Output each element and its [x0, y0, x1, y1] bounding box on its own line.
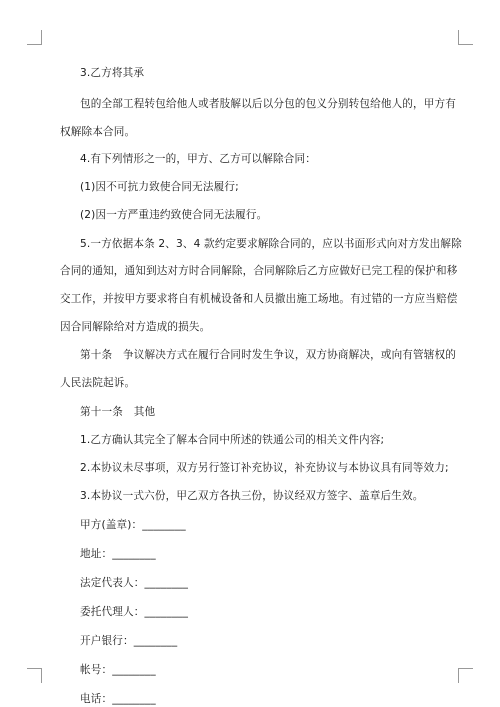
- field-blank: ________: [133, 635, 178, 647]
- paragraph-line: 人民法院起诉。: [60, 377, 136, 389]
- signature-field-bank: [80, 634, 177, 648]
- signature-field-account: [80, 663, 156, 677]
- field-label: 开户银行：: [80, 635, 134, 647]
- signature-field-legal-rep: [80, 576, 188, 590]
- field-blank: ________: [112, 548, 156, 560]
- paragraph-line: (2)因一方严重违约致使合同无法履行。: [80, 209, 268, 221]
- field-blank: ________: [142, 519, 186, 531]
- section-heading: 第十一条 其他: [80, 406, 156, 418]
- crop-mark-top-left: [27, 30, 42, 45]
- paragraph-line: 合同的通知，通知到达对方时合同解除，合同解除后乙方应做好已完工程的保护和移: [60, 265, 458, 277]
- field-label: 电话：: [80, 693, 113, 705]
- field-blank: ________: [144, 606, 189, 618]
- field-blank: ________: [112, 693, 156, 705]
- field-label: 甲方(盖章)：: [80, 519, 143, 531]
- signature-field-agent: [80, 605, 188, 619]
- field-label: 帐号：: [80, 664, 113, 676]
- signature-field-address: [80, 547, 156, 561]
- field-blank: ________: [144, 577, 189, 589]
- paragraph-line: 第十条 争议解决方式在履行合同时发生争议，双方协商解决，或向有管辖权的: [80, 349, 457, 361]
- paragraph-line: 权解除本合同。: [60, 126, 136, 138]
- signature-field-phone: [80, 692, 156, 706]
- paragraph-line: 因合同解除给对方造成的损失。: [60, 321, 211, 333]
- paragraph-line: 3.本协议一式六份，甲乙双方各执三份，协议经双方签字、盖章后生效。: [80, 490, 424, 502]
- paragraph-line: (1)因不可抗力致使合同无法履行;: [80, 181, 239, 193]
- paragraph-line: 1.乙方确认其完全了解本合同中所述的铁通公司的相关文件内容;: [80, 434, 385, 446]
- paragraph-line: 包的全部工程转包给他人或者肢解以后以分包的包义分别转包给他人的，甲方有: [80, 98, 457, 110]
- field-label: 委托代理人：: [80, 606, 145, 618]
- paragraph-line: 3.乙方将其承: [80, 67, 145, 79]
- field-label: 地址：: [80, 548, 113, 560]
- paragraph-line: 交工作，并按甲方要求将自有机械设备和人员撤出施工场地。有过错的一方应当赔偿: [60, 293, 458, 305]
- field-blank: ________: [112, 664, 156, 676]
- crop-mark-bottom-left: [27, 668, 42, 683]
- signature-field-party-a: [80, 518, 186, 532]
- crop-mark-top-right: [458, 30, 473, 45]
- paragraph-line: 5.一方依据本条 2、3、4 款约定要求解除合同的，应以书面形式向对方发出解除: [80, 238, 462, 250]
- field-label: 法定代表人：: [80, 577, 145, 589]
- crop-mark-bottom-right: [458, 668, 473, 683]
- paragraph-line: 2.本协议未尽事项，双方另行签订补充协议，补充协议与本协议具有同等效力;: [80, 462, 449, 474]
- paragraph-line: 4.有下列情形之一的，甲方、乙方可以解除合同：: [80, 153, 317, 165]
